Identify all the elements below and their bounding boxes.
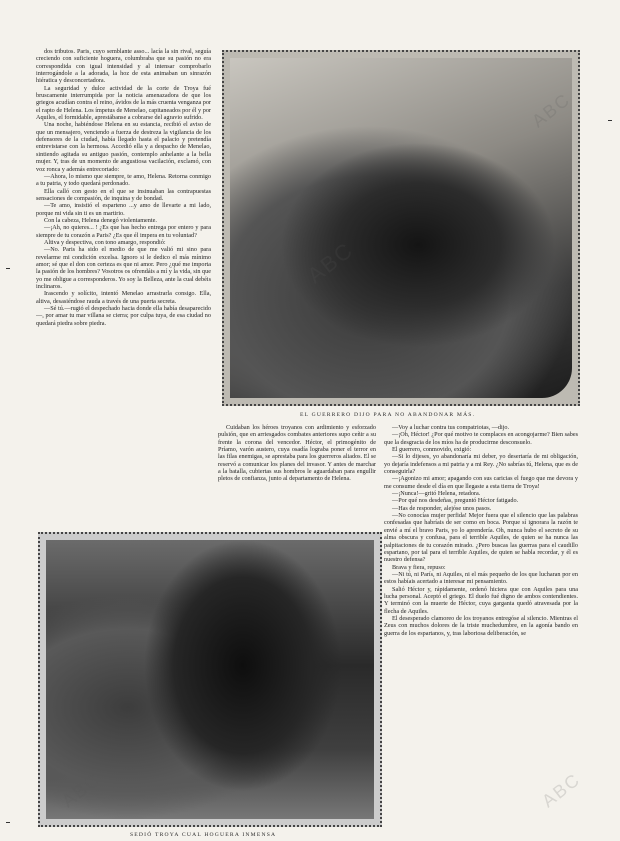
- paragraph: —Voy a luchar contra tus compatriotas, —dijo.: [392, 424, 510, 431]
- margin-mark: [6, 822, 10, 823]
- paragraph: Altiva y despectiva, con tono amargo, respondió:: [44, 238, 166, 246]
- left-text-column: [36, 48, 211, 516]
- paragraph: —Has de responder, alejóse unos pasos.: [392, 504, 492, 512]
- paragraph: Brava y fiera, repuso:: [392, 563, 446, 571]
- paragraph: —Sé tú.—rugió el despechado hacia donde ella había desaparecido—, por amar tu mar villana se cierra; por culpa tuya, de esa ciudad no quedará piedra sobre piedra.: [36, 305, 211, 327]
- paragraph: —Por qué nos desdeñas, preguntó Héctor fatigado.: [392, 497, 519, 505]
- paragraph: —Ni tú, ni París, ni Aquiles, ni el más pequeño de los que lucharan por en estos habíais acertado a interesar mi pensamiento.: [384, 570, 578, 586]
- paragraph: —Ahora, lo mismo que siempre, te amo, Helena. Retorna conmigo a tu patria, y todo quedará perdonado.: [36, 172, 211, 188]
- top-photo-caption: EL GUERRERO DIJO PARA NO ABANDONAR MÁS.: [300, 412, 476, 418]
- paragraph: —No. Paris ha sido el medio de que me valió mi sino para revelarme mi condición excelsa. Ignoro si le dedico el más mínimo amor; sé que el don con certeza es que ni amor. Pero ¿qué me importa la pasión de los hombres? Vosotros os ofrendáis a mí y la vida, sin que yo me obligue a corresponderos. Yo soy la Belleza, ante la cual debéis inclinaros.: [36, 246, 211, 290]
- right-text-column: [384, 424, 578, 838]
- paragraph: —¡Agonizo mi amor; apagando con sus caricias el fuego que me devora y me consume desde el día en que llegaste a esta tierra de Troya!: [384, 475, 578, 490]
- bottom-photo: [38, 532, 382, 827]
- paragraph: Salió Héctor y, rápidamente, ordenó hiciera que con Aquiles para una lucha personal. Aceptó el griego. El duelo fué digno de ambos contendientes. Y terminó con la muerte de Héctor, cuya garganta quedó atravesada por la flecha de Aquiles.: [384, 585, 578, 615]
- paragraph: Irascendo y solícito, intentó Menelao arrastrarla consigo. Ella, altiva, desasiéndose rauda a través de una puerta secreta.: [36, 290, 211, 305]
- paragraph: dos tributos. Paris, cuyo semblante asso... lacía la sin rival, seguía creciendo con suficiente hoguera, columbraba que su pasión no era correspondida con igual intensidad y al intensar comprobarlo interrogándole a la adorada, la hoz de esta animaban un sinrazón hiératica y desconcertadora.: [36, 48, 211, 85]
- paragraph: Con la cabeza, Helena denegó violentamente.: [44, 216, 157, 224]
- paragraph: —¡Ah, no quieres... ! ¿Es que has hecho entrega por entero y para siempre de tu corazón a Paris? ¿Es que él impera en tu voluntad?: [36, 224, 211, 239]
- paragraph: —Si lo dijeses, yo abandonaría mi deber, yo desertaría de mi obligación, yo dejaría indefensos a mi patria y a mi Rey. ¿No sabrías tú, Helena, que es de conseguirla?: [384, 453, 578, 476]
- paragraph: —No conocías mujer perfida! Mejor fuera que el silencio que las palabras confesadas que habríais de ser como en boca. Porque sí ignorara la razón te envié a mí el bravo Paris, yo lo aprendería. Oh, nunca hubo el secreto de su alma obscura y confusa, para el terrible Aquiles, de quien se ha nunca las palpitaciones de tu corazón mirado. ¿Pero buscas las guerras para el caudillo espartano, por tal para el terrible Aquiles, de quien se habla recordar, y él es nuestro defensa?: [384, 512, 578, 564]
- margin-mark: [608, 120, 612, 121]
- watermark-logo: ABC: [538, 768, 585, 812]
- paragraph: El guerrero, conmovido, exigió:: [392, 446, 472, 454]
- paragraph: El desesperado clamoreo de los troyanos entregóse al silencio. Mientras el Zeus con muchos dolores de la triste muchedumbre, en la agonía bando en guerra de los espartanos, y, tras laboriosa deliberación, se: [384, 614, 578, 637]
- paragraph: La seguridad y dulce actividad de la corte de Troya fué bruscamente interrumpida por la noticia amenazadora de que los griegos acudían contra el reino, ávidos de la más cruenta venganza por el rapto de Helena. Los ímpetus de Menelao, capitaneados por él y por Aquiles, el formidable, aprestábanse a cobrarse del agravio sufrido.: [36, 84, 211, 122]
- paragraph: Ella calló con gesto en el que se insinuaban las contrapuestas sensaciones de compasión, de inquina y de bondad.: [36, 187, 211, 202]
- paragraph: —¡Nunca!—gritó Helena, retadora.: [392, 490, 481, 498]
- middle-text-column: [218, 424, 376, 528]
- top-photo-image: [230, 58, 572, 398]
- paragraph: Cuidaban los héroes troyanos con ardimiento y esforzado pulsión, que en arriesgados combates anteriores supo ceñir a su frente la corona del vencedor. Héctor, el primogénito de Príamo, varón austero, cuya osadía lograba poner el terror en las filas enemigas, se aprestaba para los guerreros aliados. El se reservó a comunicar los planes del invasor. Y antes de marchar a la batalla, cubiertas sus hombros le aguardaban para engullir pletos de confianza, junto al departamento de Helena.: [218, 424, 376, 483]
- bottom-photo-image: [46, 540, 374, 819]
- paragraph: Una noche, habiéndose Helena en su estancia, recibió el aviso de que un mensajero, venciendo a fuerza de destreza la vigilancia de los defensores de la ciudad, había llegado hasta el palacio y pretendía entrevistarse con la hermosa. Accedió ella y a despacho de Menelao, sintiendo agitada su antiguo pasión, contemplo anhelante a la bella mujer. Y, tras de un momento de angustiosa vacilación, exclamó, con voz ronca y además entrecortado:: [36, 121, 211, 173]
- paragraph: —Te amo, insistió el esparteno ...y amo de llevarte a mi lado, porque mi vida sin ti es un martirio.: [36, 202, 211, 217]
- top-photo: [222, 50, 580, 406]
- margin-mark: [6, 268, 10, 269]
- bottom-photo-caption: SEDIÓ TROYA CUAL HOGUERA INMENSA: [130, 832, 277, 838]
- paragraph: —¡Oh, Héctor! ¿Por qué motivo te complaces en acongojarme? Bien sabes que la desgracia de los míos ha de producirme desconsuelo.: [384, 431, 578, 446]
